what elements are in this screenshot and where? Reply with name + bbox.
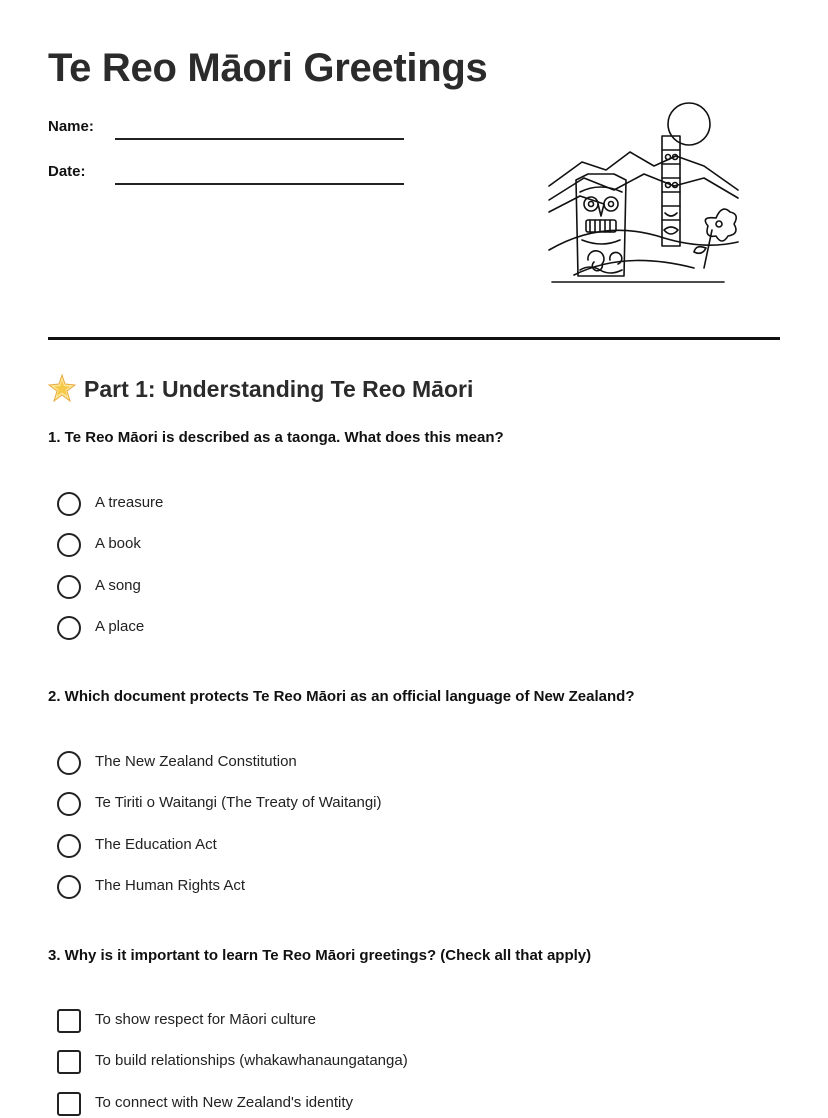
q3-option-3-checkbox[interactable] [57,1092,81,1116]
q1-option-4-radio[interactable] [57,616,81,640]
maori-carving-landscape-illustration [544,100,744,290]
q1-option-1-radio[interactable] [57,492,81,516]
name-label: Name: [48,118,94,135]
q1-option-3-label: A song [95,577,141,594]
q2-option-1-radio[interactable] [57,751,81,775]
star-icon [48,374,76,402]
q2-option-3-label: The Education Act [95,836,217,853]
q2-option-1-label: The New Zealand Constitution [95,753,297,770]
q1-option-3-radio[interactable] [57,575,81,599]
part1-heading [48,374,473,406]
question-3: 3. Why is it important to learn Te Reo Māori greetings? (Check all that apply) [48,947,592,964]
q1-option-2-label: A book [95,535,141,552]
part1-title: Part 1: Understanding Te Reo Māori [84,376,474,402]
q2-option-2-label: Te Tiriti o Waitangi (The Treaty of Waitangi) [95,794,382,811]
q3-option-1-checkbox[interactable] [57,1009,81,1033]
page-title: Te Reo Māori Greetings [48,46,488,90]
q3-option-2-checkbox[interactable] [57,1050,81,1074]
section-divider [48,337,780,340]
q1-option-2-radio[interactable] [57,533,81,557]
q1-option-4-label: A place [95,618,145,635]
q2-option-2-radio[interactable] [57,792,81,816]
q2-option-4-label: The Human Rights Act [95,877,246,894]
q2-option-4-radio[interactable] [57,875,81,899]
q2-option-3-radio[interactable] [57,834,81,858]
name-input-line[interactable] [115,138,404,140]
date-input-line[interactable] [115,183,404,185]
q3-option-1-label: To show respect for Māori culture [95,1011,316,1028]
date-label: Date: [48,163,86,180]
q1-option-1-label: A treasure [95,494,164,511]
q3-option-2-label: To build relationships (whakawhanaungatanga) [95,1052,408,1069]
q3-option-3-label: To connect with New Zealand's identity [95,1094,353,1111]
question-2: 2. Which document protects Te Reo Māori as an official language of New Zealand? [48,688,635,705]
question-1: 1. Te Reo Māori is described as a taonga. What does this mean? [48,429,504,446]
